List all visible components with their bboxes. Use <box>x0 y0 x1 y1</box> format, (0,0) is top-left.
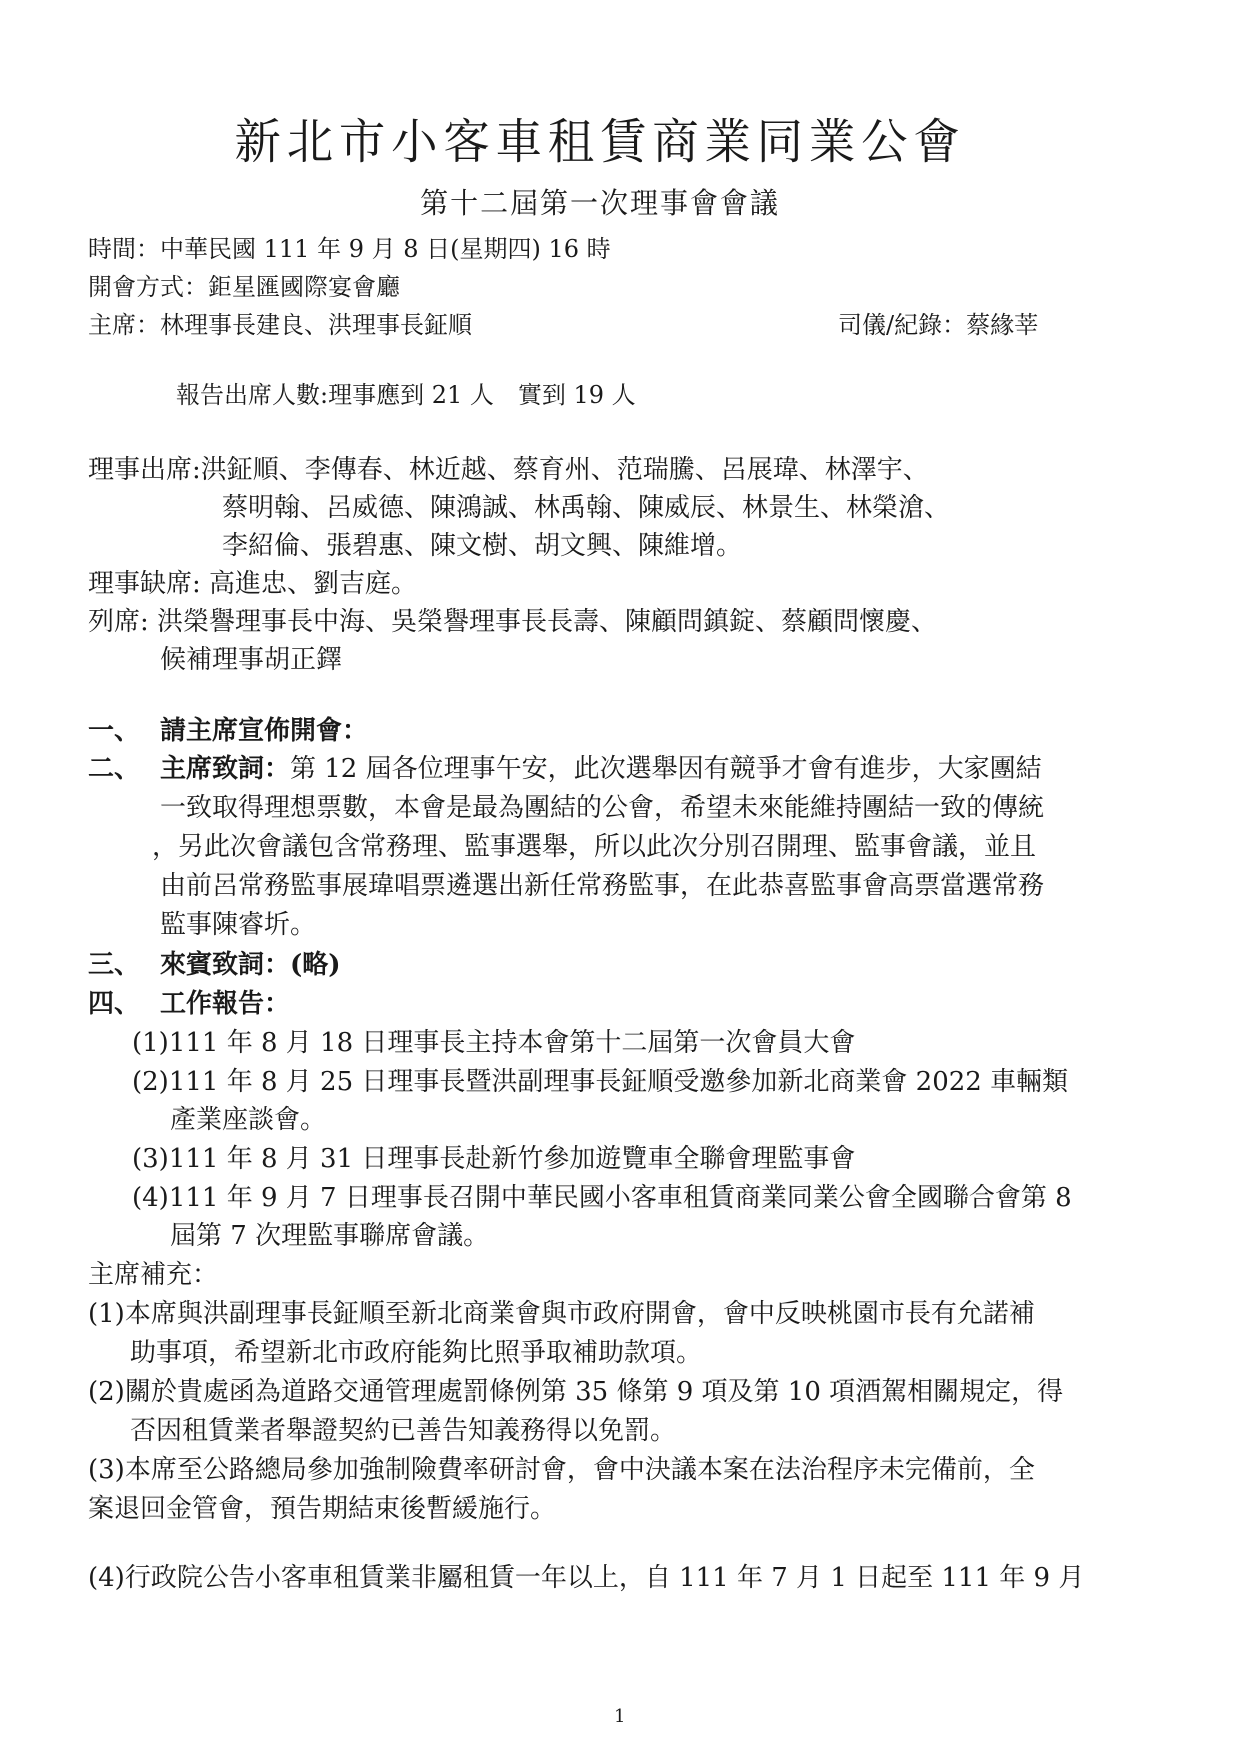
guests-line-1: 列席: 洪榮譽理事長中海、吳榮譽理事長長壽、陳顧問鎮錠、蔡顧問懷慶、 <box>88 607 938 637</box>
meeting-recorder: 司儀/紀錄：蔡緣莘 <box>838 311 1039 339</box>
section-2-line-5: 監事陳睿圻。 <box>160 910 317 940</box>
document-title: 新北市小客車租賃商業同業公會 <box>234 114 966 170</box>
supplement-item-3: (3)本席至公路總局參加強制險費率研討會，會中決議本案在法治程序未完備前，全 <box>88 1455 1035 1485</box>
section-3-number: 三、 <box>88 950 141 980</box>
section-2-line-1: 第 12 屆各位理事午安，此次選舉因有競爭才會有進步，大家團結 <box>290 754 1042 784</box>
supplement-item-1-cont: 助事項，希望新北市政府能夠比照爭取補助款項。 <box>130 1338 703 1368</box>
work-report-item-4-cont: 屆第 7 次理監事聯席會議。 <box>170 1221 490 1251</box>
attendance-report: 報告出席人數:理事應到 21 人 實到 19 人 <box>176 381 636 409</box>
supplement-item-1: (1)本席與洪副理事長鉦順至新北商業會與市政府開會，會中反映桃園市長有允諾補 <box>88 1299 1035 1329</box>
guests-line-2: 候補理事胡正鐸 <box>160 645 343 675</box>
section-2-heading: 主席致詞： <box>160 754 291 784</box>
work-report-item-4: (4)111 年 9 月 7 日理事長召開中華民國小客車租賃商業同業公會全國聯合會第 8 <box>132 1183 1072 1213</box>
meeting-venue: 開會方式：鉅星匯國際宴會廳 <box>88 273 400 301</box>
section-3-heading: 來賓致詞：(略) <box>160 950 341 980</box>
work-report-item-2-cont: 產業座談會。 <box>170 1105 327 1135</box>
page-number: 1 <box>614 1706 626 1727</box>
work-report-item-2: (2)111 年 8 月 25 日理事長暨洪副理事長鉦順受邀參加新北商業會 2022 車輛類 <box>132 1067 1069 1097</box>
section-1-heading: 請主席宣佈開會： <box>160 716 369 746</box>
work-report-item-1: (1)111 年 8 月 18 日理事長主持本會第十二屆第一次會員大會 <box>132 1028 856 1058</box>
section-1-number: 一、 <box>88 716 141 746</box>
supplement-item-4: (4)行政院公告小客車租賃業非屬租賃一年以上，自 111 年 7 月 1 日起至 111 年 9 月 <box>88 1563 1085 1593</box>
document-subtitle: 第十二屆第一次理事會會議 <box>420 186 780 220</box>
present-line-3: 李紹倫、張碧惠、陳文樹、胡文興、陳維增。 <box>222 531 743 561</box>
meeting-chair: 主席：林理事長建良、洪理事長鉦順 <box>88 311 472 339</box>
work-report-item-3: (3)111 年 8 月 31 日理事長赴新竹參加遊覽車全聯會理監事會 <box>132 1144 856 1174</box>
present-line-1: 理事出席:洪鉦順、李傳春、林近越、蔡育州、范瑞騰、呂展瑋、林澤宇、 <box>88 455 929 485</box>
section-4-number: 四、 <box>88 989 141 1019</box>
section-2-line-4: 由前呂常務監事展瑋唱票遴選出新任常務監事，在此恭喜監事會高票當選常務 <box>160 871 1045 901</box>
supplement-item-2: (2)關於貴處函為道路交通管理處罰條例第 35 條第 9 項及第 10 項酒駕相關規定，得 <box>88 1377 1064 1407</box>
section-2-line-2: 一致取得理想票數，本會是最為團結的公會，希望未來能維持團結一致的傳統 <box>160 793 1045 823</box>
supplement-item-2-cont: 否因租賃業者舉證契約已善告知義務得以免罰。 <box>130 1416 677 1446</box>
chair-supplement-heading: 主席補充： <box>88 1260 219 1290</box>
section-4-heading: 工作報告： <box>160 989 291 1019</box>
supplement-item-3-cont: 案退回金管會，預告期結束後暫緩施行。 <box>88 1494 557 1524</box>
section-2-line-3: ，另此次會議包含常務理、監事選舉，所以此次分別召開理、監事會議，並且 <box>152 832 1037 862</box>
absent-line: 理事缺席: 高進忠、劉吉庭。 <box>88 569 418 599</box>
present-line-2: 蔡明翰、呂威德、陳鴻誠、林禹翰、陳威辰、林景生、林榮滄、 <box>222 493 951 523</box>
meeting-time: 時間：中華民國 111 年 9 月 8 日(星期四) 16 時 <box>88 235 611 263</box>
section-2-number: 二、 <box>88 754 141 784</box>
